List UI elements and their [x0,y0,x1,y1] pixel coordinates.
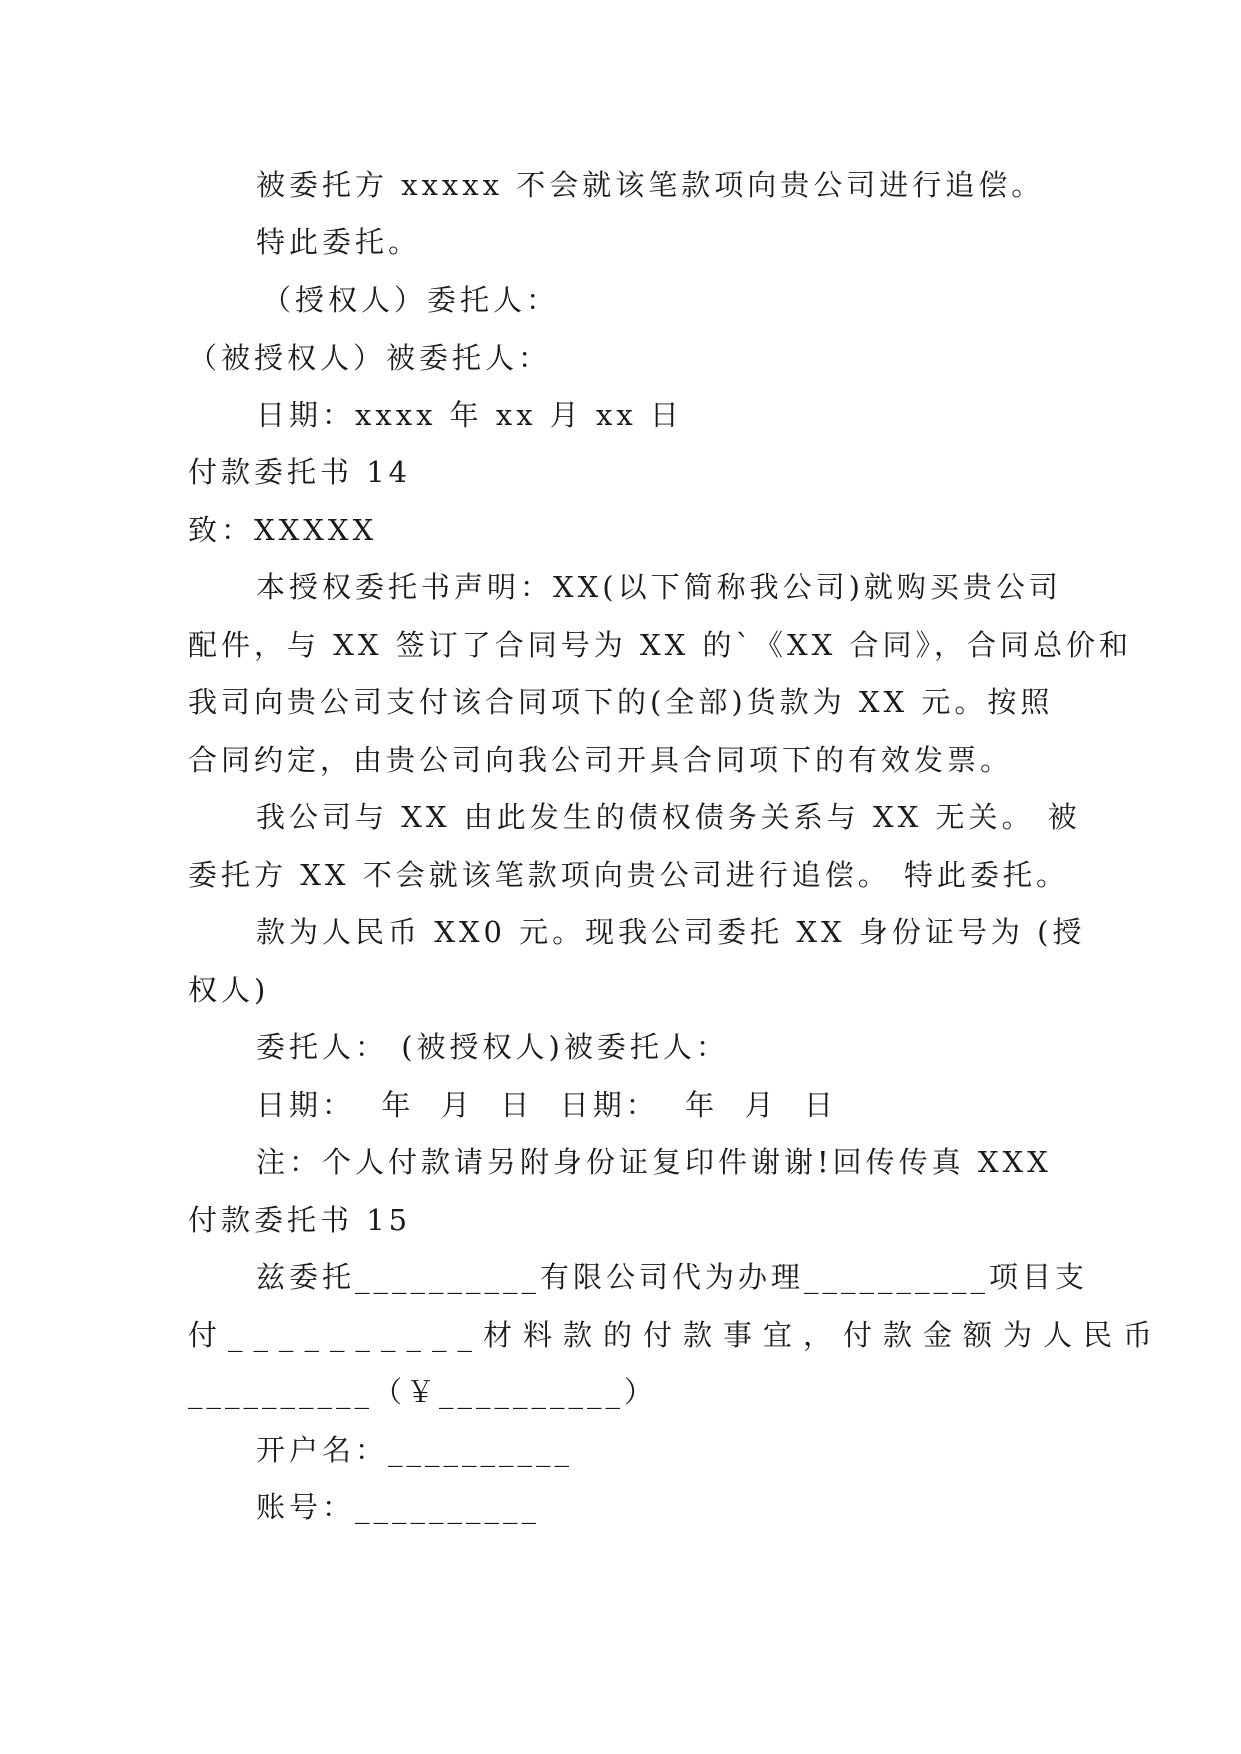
paragraph-line: 配件，与 XX 签订了合同号为 XX 的`《XX 合同》，合同总价和 [188,628,1132,662]
paragraph-line: 被委托方 xxxxx 不会就该笔款项向贵公司进行追偿。 [256,168,1045,202]
paragraph-line: 合同约定，由贵公司向我公司开具合同项下的有效发票。 [188,743,1014,777]
paragraph-line: 付__________材料款的付款事宜，付款金额为人民币 [188,1318,1164,1352]
paragraph-line: 兹委托__________有限公司代为办理__________项目支 [256,1260,1089,1294]
paragraph-line: 我公司与 XX 由此发生的债权债务关系与 XX 无关。 被 [256,800,1081,834]
account-name-line: 开户名：__________ [256,1433,574,1467]
paragraph-line: 特此委托。 [256,225,422,259]
date-line: 日期：xxxx 年 xx 月 xx 日 [256,398,683,432]
section-heading: 付款委托书 15 [188,1203,412,1237]
account-number-line: 账号：__________ [256,1490,541,1524]
paragraph-line: 委托方 XX 不会就该笔款项向贵公司进行追偿。 特此委托。 [188,858,1069,892]
paragraph-line: 本授权委托书声明：XX(以下简称我公司)就购买贵公司 [256,570,1062,604]
paragraph-line: 我司向贵公司支付该合同项下的(全部)货款为 XX 元。按照 [188,685,1054,719]
paragraph-line: __________（￥__________） [188,1375,658,1409]
signature-line: 委托人： (被授权人)被委托人： [256,1030,729,1064]
date-line: 日期： 年 月 日 日期： 年 月 日 [256,1088,838,1122]
addressee-line: 致：XXXXX [188,513,378,547]
paragraph-line: 款为人民币 XX0 元。现我公司委托 XX 身份证号为 (授 [256,915,1086,949]
paragraph-line: 权人) [188,973,270,1007]
section-heading: 付款委托书 14 [188,455,412,489]
note-line: 注：个人付款请另附身份证复印件谢谢!回传传真 XXX [256,1145,1052,1179]
signature-line: （被授权人）被委托人： [188,341,552,375]
signature-line: （授权人）委托人： [262,283,560,317]
